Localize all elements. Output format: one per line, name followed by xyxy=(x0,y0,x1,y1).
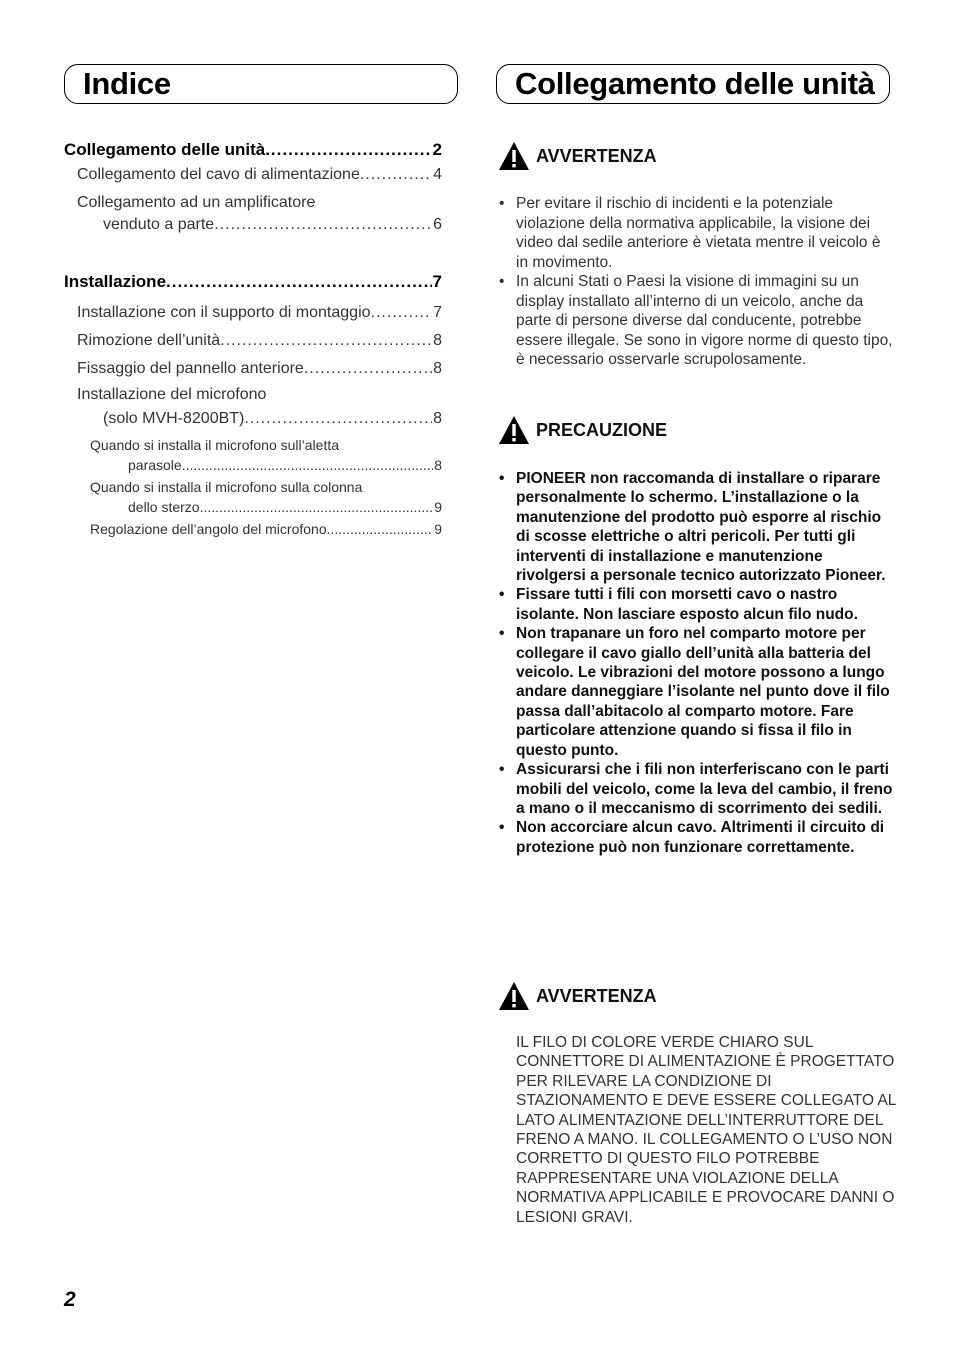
section-header-indice xyxy=(64,64,458,104)
page-number: 2 xyxy=(64,1288,76,1311)
caution-heading: PRECAUZIONE xyxy=(498,414,667,446)
toc-entry-collegamento[interactable]: Collegamento delle unità ..... 2 xyxy=(64,140,442,162)
list-item: • Per evitare il rischio di incidenti e la potenziale violazione della normativa applicabile, la visione dei video dal sedile anteriore è vietata mentre il veicolo è in movimento. xyxy=(498,194,893,272)
list-item: • Non accorciare alcun cavo. Altrimenti il circuito di protezione può non funzionare correttamente. xyxy=(498,818,893,857)
list-item: • Fissare tutti i fili con morsetti cavo o nastro isolante. Non lasciare esposto alcun filo nudo. xyxy=(498,585,893,624)
list-item: • PIONEER non raccomanda di installare o riparare personalmente lo schermo. L’installazione o la manutenzione del prodotto può esporre al rischio di scosse elettriche o altri pericoli. Per tutti gli interventi di installazione e manutenzione rivolgersi a personale tecnico autorizzato Pioneer. xyxy=(498,469,893,585)
section-title: Indice xyxy=(83,66,171,101)
list-item: • Assicurarsi che i fili non interferiscano con le parti mobili del veicolo, come la leva del cambio, il freno a mano o il meccanismo di scorrimento dei sedili. xyxy=(498,760,893,818)
warning-caps-text: IL FILO DI COLORE VERDE CHIARO SUL CONNETTORE DI ALIMENTAZIONE È PROGETTATO PER RILEVARE LA CONDIZIONE DI STAZIONAMENTO E DEVE ESSERE COLLEGATO AL LATO ALIMENTAZIONE DELL’INTERRUTTORE DEL FRENO A MANO. IL COLLEGAMENTO O L’USO NON CORRETTO DI QUESTO FILO POTREBBE RAPPRESENTARE UNA VIOLAZIONE DELLA NORMATIVA APPLICABILE E PROVOCARE DANNI O LESIONI GRAVI. xyxy=(516,1034,896,1226)
toc-entry-rimozione[interactable]: Rimozione dell’unità ..... 8 xyxy=(64,327,442,355)
toc-subentry-aletta-line2[interactable]: parasole ..... 8 xyxy=(64,455,442,475)
list-item: • In alcuni Stati o Paesi la visione di immagini su un display installato all’interno di un veicolo, anche da parte di persone diverse dal conducente, potrebbe essere illegale. Se sono in vigore norme di questo tipo, è necessario osservarle scrupolosamente. xyxy=(498,272,893,370)
toc-entry-cavo-alimentazione[interactable]: Collegamento del cavo di alimentazione ..... 4 xyxy=(64,166,442,188)
list-item: • Non trapanare un foro nel comparto motore per collegare il cavo giallo dell’unità alla batteria del veicolo. Le vibrazioni del motore possono a lungo andare danneggiare l’isolante nel punto dove il filo passa dall’abitacolo al comparto motore. Fare particolare attenzione quando si fissa il filo in questo punto. xyxy=(498,624,893,760)
toc-entry-supporto-montaggio[interactable]: Installazione con il supporto di montaggio ..... 7 xyxy=(64,299,442,327)
warning-triangle-icon xyxy=(498,414,530,446)
warning-triangle-icon xyxy=(498,980,530,1012)
toc-entry-microfono-line2[interactable]: (solo MVH-8200BT) ..... 8 xyxy=(64,407,442,431)
toc-subentry-aletta-line1[interactable]: Quando si installa il microfono sull’aletta xyxy=(90,437,340,453)
toc-entry-microfono-line1[interactable]: Installazione del microfono xyxy=(77,386,267,403)
toc-entry-amplificatore-line2[interactable]: venduto a parte ..... 6 xyxy=(64,216,442,238)
warning-triangle-icon xyxy=(498,140,530,172)
table-of-contents xyxy=(64,140,442,539)
section-title: Collegamento delle unità xyxy=(515,66,875,101)
warning-bullet-list xyxy=(498,194,893,370)
toc-subentry-colonna-line2[interactable]: dello sterzo ..... 9 xyxy=(64,497,442,517)
caution-bullet-list xyxy=(498,469,893,857)
toc-entry-amplificatore-line1[interactable]: Collegamento ad un amplificatore xyxy=(77,194,316,211)
warning-heading: AVVERTENZA xyxy=(498,140,657,172)
warning-heading: AVVERTENZA xyxy=(498,980,657,1012)
toc-subentry-colonna-line1[interactable]: Quando si installa il microfono sulla colonna xyxy=(90,479,363,495)
section-header-collegamento xyxy=(496,64,890,104)
toc-entry-installazione[interactable]: Installazione ..... 7 xyxy=(64,272,442,294)
toc-subentry-regolazione[interactable]: Regolazione dell’angolo del microfono ..... 9 xyxy=(64,519,442,539)
toc-entry-pannello[interactable]: Fissaggio del pannello anteriore ..... 8 xyxy=(64,355,442,383)
